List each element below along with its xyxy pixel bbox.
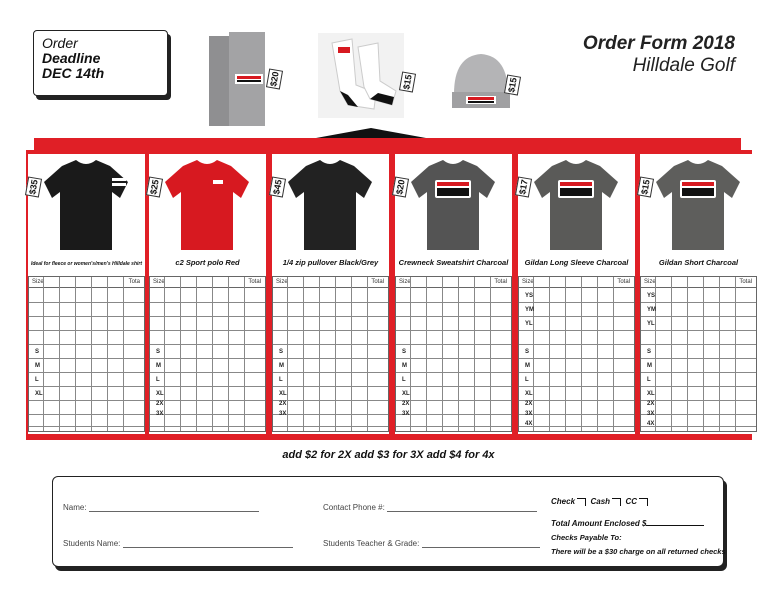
grid-row-line bbox=[273, 358, 388, 359]
grid-header bbox=[29, 277, 144, 288]
product-price: $20 bbox=[392, 176, 409, 197]
grid-row-line bbox=[273, 414, 388, 415]
grid-row-line bbox=[396, 372, 511, 373]
size-label: YM bbox=[525, 307, 534, 313]
size-label: YS bbox=[647, 293, 656, 299]
scarf-price: $20 bbox=[266, 68, 283, 89]
size-label: 2X bbox=[647, 401, 655, 407]
grid-column-line bbox=[613, 277, 614, 431]
cash-label: Cash bbox=[590, 497, 611, 506]
teacher-field[interactable] bbox=[323, 539, 540, 548]
beanie-price: $15 bbox=[504, 74, 521, 95]
size-label: 3X bbox=[402, 411, 410, 417]
size-label: L bbox=[279, 377, 283, 383]
cc-checkbox[interactable] bbox=[639, 498, 648, 506]
grid-row-line bbox=[150, 344, 265, 345]
size-label: 3X bbox=[647, 411, 655, 417]
grid-header bbox=[150, 277, 265, 288]
size-header: Size bbox=[399, 279, 411, 285]
grid-column-line bbox=[123, 277, 124, 431]
grid-column-line bbox=[244, 277, 245, 431]
grid-column-line bbox=[703, 277, 704, 431]
product-price: $17 bbox=[515, 176, 532, 197]
size-label: YL bbox=[525, 321, 533, 327]
grid-row-line bbox=[29, 414, 144, 415]
grid-row-line bbox=[396, 400, 511, 401]
grid-column-line bbox=[43, 277, 44, 431]
size-label: S bbox=[35, 349, 40, 355]
grid-row-line bbox=[29, 386, 144, 387]
cash-checkbox[interactable] bbox=[612, 498, 621, 506]
name-label: Name: bbox=[63, 503, 87, 512]
grid-row-line bbox=[519, 400, 634, 401]
size-label: M bbox=[35, 363, 40, 369]
grid-row-line bbox=[396, 358, 511, 359]
size-label: S bbox=[156, 349, 161, 355]
size-order-grid[interactable] bbox=[28, 276, 145, 432]
grid-row-line bbox=[29, 426, 144, 427]
grid-column-line bbox=[164, 277, 165, 431]
total-label: Total Amount Enclosed $ bbox=[551, 519, 647, 528]
grid-column-line bbox=[671, 277, 672, 431]
grid-row-line bbox=[273, 372, 388, 373]
grid-column-line bbox=[687, 277, 688, 431]
grid-column-line bbox=[597, 277, 598, 431]
product-card bbox=[149, 154, 266, 434]
grid-row-line bbox=[641, 358, 756, 359]
check-checkbox[interactable] bbox=[577, 498, 586, 506]
size-label: L bbox=[156, 377, 160, 383]
deadline-line-1: Order bbox=[42, 35, 78, 51]
grid-row-line bbox=[519, 386, 634, 387]
total-header: Total bbox=[617, 279, 630, 285]
grid-column-line bbox=[719, 277, 720, 431]
size-label: L bbox=[35, 377, 39, 383]
size-label: M bbox=[402, 363, 407, 369]
grid-row-line bbox=[641, 302, 756, 303]
grid-row-line bbox=[641, 426, 756, 427]
grid-row-line bbox=[150, 358, 265, 359]
size-label: M bbox=[525, 363, 530, 369]
product-image bbox=[518, 154, 635, 267]
grid-row-line bbox=[641, 386, 756, 387]
size-header: Size bbox=[32, 279, 44, 285]
beanie-image bbox=[448, 50, 514, 110]
grid-row-line bbox=[519, 426, 634, 427]
grid-row-line bbox=[273, 302, 388, 303]
grid-row-line bbox=[150, 302, 265, 303]
grid-header bbox=[519, 277, 634, 288]
grid-header bbox=[641, 277, 756, 288]
grid-row-line bbox=[396, 386, 511, 387]
grid-column-line bbox=[180, 277, 181, 431]
grid-row-line bbox=[150, 414, 265, 415]
grid-row-line bbox=[519, 414, 634, 415]
phone-line[interactable] bbox=[387, 504, 537, 512]
grid-row-line bbox=[150, 426, 265, 427]
name-line[interactable] bbox=[89, 504, 259, 512]
product-caption: Crewneck Sweatshirt Charcoal bbox=[398, 258, 509, 267]
size-label: YL bbox=[647, 321, 655, 327]
grid-row-line bbox=[150, 372, 265, 373]
grid-row-line bbox=[641, 372, 756, 373]
grid-column-line bbox=[735, 277, 736, 431]
total-header: Total bbox=[248, 279, 261, 285]
grid-row-line bbox=[29, 316, 144, 317]
product-image bbox=[28, 154, 145, 267]
grid-column-line bbox=[549, 277, 550, 431]
grid-column-line bbox=[458, 277, 459, 431]
returned-check-notice: There will be a $30 charge on all returned checks bbox=[551, 547, 726, 556]
grid-row-line bbox=[273, 344, 388, 345]
shirt-image bbox=[149, 154, 266, 258]
grid-row-line bbox=[519, 316, 634, 317]
size-label: S bbox=[647, 349, 652, 355]
grid-row-line bbox=[519, 344, 634, 345]
checks-payable: Checks Payable To: bbox=[551, 533, 622, 542]
grid-column-line bbox=[367, 277, 368, 431]
size-label: 3X bbox=[279, 411, 287, 417]
grid-row-line bbox=[273, 400, 388, 401]
shirt-image bbox=[395, 154, 512, 258]
grid-column-line bbox=[490, 277, 491, 431]
product-caption: Gildan Long Sleeve Charcoal bbox=[524, 258, 629, 267]
grid-row-line bbox=[150, 316, 265, 317]
product-image bbox=[640, 154, 757, 267]
socks-price: $15 bbox=[399, 71, 416, 92]
grid-column-line bbox=[59, 277, 60, 431]
size-label: YM bbox=[647, 307, 656, 313]
size-order-grid[interactable] bbox=[640, 276, 757, 432]
deadline-line-2: Deadline bbox=[42, 50, 101, 66]
scarf-item bbox=[207, 32, 285, 128]
size-label: M bbox=[647, 363, 652, 369]
grid-row-line bbox=[396, 344, 511, 345]
grid-row-line bbox=[29, 400, 144, 401]
grid-column-line bbox=[287, 277, 288, 431]
size-order-grid[interactable] bbox=[395, 276, 512, 432]
product-caption: c2 Sport polo Red bbox=[175, 258, 240, 267]
name-field[interactable] bbox=[63, 503, 259, 512]
size-order-grid[interactable] bbox=[518, 276, 635, 432]
order-info-form bbox=[52, 476, 724, 567]
grid-row-line bbox=[396, 316, 511, 317]
product-image bbox=[272, 154, 389, 267]
cc-label: CC bbox=[625, 497, 638, 506]
size-label: S bbox=[279, 349, 284, 355]
total-header: Total bbox=[371, 279, 384, 285]
product-caption: 1/4 zip pullover Black/Grey bbox=[282, 258, 379, 267]
size-label: XL bbox=[525, 391, 533, 397]
teacher-label: Students Teacher & Grade: bbox=[323, 539, 420, 548]
grid-column-line bbox=[212, 277, 213, 431]
grid-row-line bbox=[396, 426, 511, 427]
grid-column-line bbox=[75, 277, 76, 431]
socks-image bbox=[318, 33, 404, 118]
grid-column-line bbox=[351, 277, 352, 431]
grid-column-line bbox=[581, 277, 582, 431]
phone-label: Contact Phone #: bbox=[323, 503, 385, 512]
grid-row-line bbox=[29, 344, 144, 345]
grid-row-line bbox=[641, 400, 756, 401]
grid-column-line bbox=[426, 277, 427, 431]
size-label: 2X bbox=[156, 401, 164, 407]
grid-column-line bbox=[533, 277, 534, 431]
product-card bbox=[640, 154, 757, 434]
product-price: $45 bbox=[269, 176, 286, 197]
grid-row-line bbox=[396, 330, 511, 331]
grid-row-line bbox=[519, 372, 634, 373]
grid-column-line bbox=[565, 277, 566, 431]
deadline-box bbox=[33, 30, 168, 96]
total-field[interactable] bbox=[551, 518, 704, 528]
grid-row-line bbox=[641, 316, 756, 317]
size-header: Size bbox=[276, 279, 288, 285]
shirt-image bbox=[272, 154, 389, 258]
total-header: Total bbox=[739, 279, 752, 285]
total-header: Total bbox=[494, 279, 507, 285]
size-label: 2X bbox=[402, 401, 410, 407]
shirt-image bbox=[640, 154, 757, 258]
grid-row-line bbox=[150, 400, 265, 401]
grid-column-line bbox=[228, 277, 229, 431]
check-label: Check bbox=[551, 497, 576, 506]
size-label: S bbox=[525, 349, 530, 355]
size-label: M bbox=[156, 363, 161, 369]
size-label: 2X bbox=[525, 401, 533, 407]
grid-column-line bbox=[303, 277, 304, 431]
size-order-grid[interactable] bbox=[272, 276, 389, 432]
size-header: Size bbox=[644, 279, 656, 285]
grid-header bbox=[396, 277, 511, 288]
size-order-grid[interactable] bbox=[149, 276, 266, 432]
size-label: L bbox=[402, 377, 406, 383]
product-price: $35 bbox=[25, 176, 42, 197]
total-line[interactable] bbox=[646, 518, 704, 526]
size-label: XL bbox=[35, 391, 43, 397]
grid-row-line bbox=[519, 358, 634, 359]
grid-header bbox=[273, 277, 388, 288]
product-card bbox=[272, 154, 389, 434]
grid-column-line bbox=[196, 277, 197, 431]
student-field[interactable] bbox=[63, 539, 293, 548]
size-label: XL bbox=[279, 391, 287, 397]
size-label: S bbox=[402, 349, 407, 355]
grid-row-line bbox=[29, 372, 144, 373]
deadline-date: DEC 14th bbox=[42, 65, 105, 81]
grid-column-line bbox=[655, 277, 656, 431]
grid-column-line bbox=[442, 277, 443, 431]
grid-row-line bbox=[273, 330, 388, 331]
title-block bbox=[583, 33, 735, 77]
product-price: $25 bbox=[146, 176, 163, 197]
size-header: Size bbox=[153, 279, 165, 285]
page-title: Order Form 2018 bbox=[582, 33, 735, 54]
size-surcharge-note: add $2 for 2X add $3 for 3X add $4 for 4x bbox=[282, 449, 495, 461]
grid-row-line bbox=[150, 386, 265, 387]
grid-row-line bbox=[396, 414, 511, 415]
size-label: L bbox=[647, 377, 651, 383]
teacher-line[interactable] bbox=[422, 540, 540, 548]
grid-column-line bbox=[91, 277, 92, 431]
size-label: 3X bbox=[525, 411, 533, 417]
size-label: 4X bbox=[525, 421, 533, 427]
size-label: XL bbox=[647, 391, 655, 397]
size-label: L bbox=[525, 377, 529, 383]
grid-column-line bbox=[410, 277, 411, 431]
grid-column-line bbox=[319, 277, 320, 431]
size-label: XL bbox=[402, 391, 410, 397]
product-image bbox=[395, 154, 512, 267]
grid-row-line bbox=[273, 426, 388, 427]
size-header: Size bbox=[522, 279, 534, 285]
grid-column-line bbox=[335, 277, 336, 431]
payment-method bbox=[551, 497, 650, 506]
grid-row-line bbox=[273, 386, 388, 387]
phone-field[interactable] bbox=[323, 503, 537, 512]
beanie-item bbox=[448, 50, 528, 110]
grid-column-line bbox=[107, 277, 108, 431]
student-label: Students Name: bbox=[63, 539, 121, 548]
product-caption: Ideal for fleece or women's/men's Hilldale shirt bbox=[30, 261, 143, 267]
product-card bbox=[395, 154, 512, 434]
total-header: Tota bbox=[128, 279, 140, 285]
size-label: M bbox=[279, 363, 284, 369]
product-card bbox=[28, 154, 145, 434]
grid-row-line bbox=[519, 330, 634, 331]
shirt-image bbox=[28, 154, 145, 258]
shirt-image bbox=[518, 154, 635, 258]
product-caption: Gildan Short Charcoal bbox=[658, 258, 739, 267]
socks-item bbox=[318, 33, 413, 118]
grid-row-line bbox=[29, 302, 144, 303]
grid-row-line bbox=[29, 330, 144, 331]
grid-row-line bbox=[641, 330, 756, 331]
size-label: 3X bbox=[156, 411, 164, 417]
grid-row-line bbox=[150, 330, 265, 331]
size-label: YS bbox=[525, 293, 534, 299]
grid-row-line bbox=[29, 358, 144, 359]
size-label: 4X bbox=[647, 421, 655, 427]
grid-column-line bbox=[474, 277, 475, 431]
size-label: 2X bbox=[279, 401, 287, 407]
size-label: XL bbox=[156, 391, 164, 397]
student-line[interactable] bbox=[123, 540, 293, 548]
banner-triangle bbox=[316, 128, 426, 138]
grid-row-line bbox=[641, 414, 756, 415]
grid-row-line bbox=[519, 302, 634, 303]
page-subtitle: Hilldale Golf bbox=[632, 55, 735, 76]
product-card bbox=[518, 154, 635, 434]
grid-row-line bbox=[641, 344, 756, 345]
product-image bbox=[149, 154, 266, 267]
grid-row-line bbox=[273, 316, 388, 317]
grid-row-line bbox=[396, 302, 511, 303]
product-price: $15 bbox=[637, 176, 654, 197]
